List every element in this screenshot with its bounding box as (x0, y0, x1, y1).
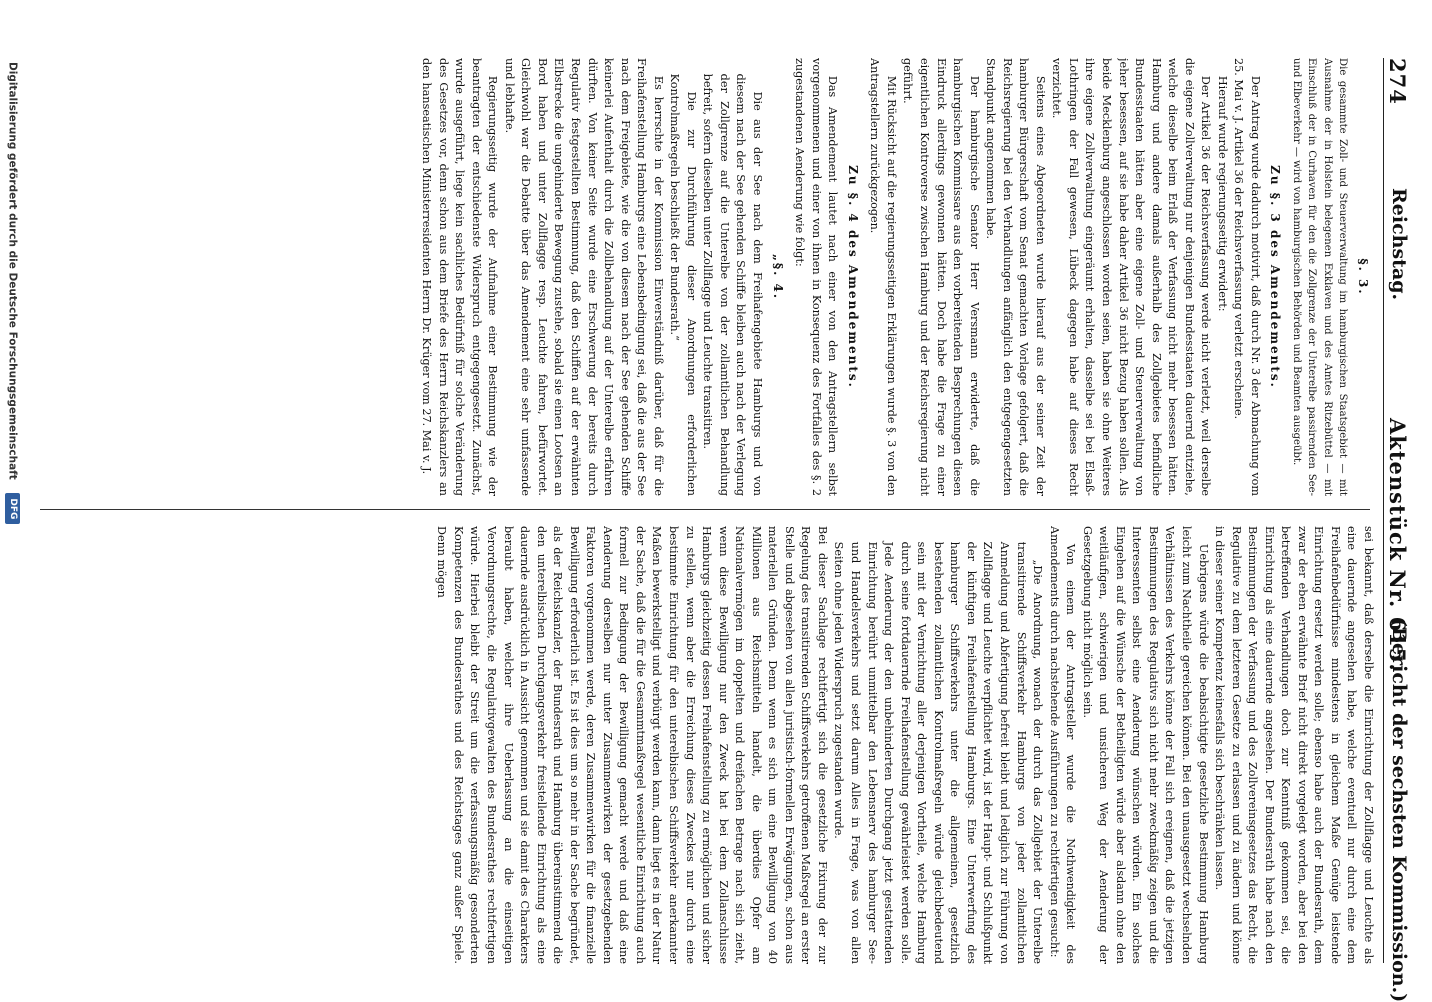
running-header (1383, 58, 1424, 1002)
paragraph: Die zur Durchführung dieser Anordnungen erforderlichen Kontrolmaßregeln beschließt der Bundesrath.“ (668, 73, 698, 496)
section-heading: Zu §. 3 des Amendements. (1268, 165, 1283, 389)
paragraph: Bei dieser Sachlage rechtfertigt sich die gesetzliche Fixirung der zur Regelung des transitirenden Schiffsverkehrs getroffenen Maßregel an erster Stelle und abgesehen von allen juristisch-formellen Erwägungen, schon aus materiellen Gründen. Denn wenn es sich um eine Bewilligung von 40 Millionen aus Reichsmitteln handelt, die überdies Opfer am Nationalvermögen im doppelten und dreifachen Betrage nach sich zieht, wenn diese Bewilligung nur den Zweck hat bei dem Zollanschlusse Hamburgs gleichzeitig dessen Freihafenstellung zu ermöglichen und sicher zu stellen, wenn aber die Erreichung dieses Zweckes nur durch eine bestimmte Einrichtung für den unterelbischen Schiffsverkehr anerkannter Maßen bewerkstelligt und verbürgt werden kann, dann liegt es in der Natur der Sache, daß die für die Gesammtmaßregel wesentliche Einrichtung auch formell zur Bedingung der Bewilligung gemacht werde und daß eine Aenderung derselben nur unter Zusammenwirken der gesetzgebenden Faktoren vorgenommen werde, deren Zusammenwirken für die finanzielle Bewilligung erforderlich ist. Es ist dies um so mehr in der Sache begründet, als der Reichskanzler, der Bundesrath und Hamburg übereinstimmend die den unterelbischen Durchgangsverkehr freistellende Einrichtung als eine dauernde ausdrücklich in Aussicht genommen und sie damit des Charakters beraubt haben, welcher ihre Ueberlassung an die einseitigen Verordnungsrechte, die Regulativgewalten des Bundesrathes rechtfertigen würde. Hierbei bleibt der Streit um die verfassungsmäßig gesonderten Kompetenzen des Bundesrathes und des Reichstages ganz außer Spiele. Denn mögen (435, 526, 829, 964)
paragraph: Von einem der Antragsteller wurde die Nothwendigkeit des Amendements durch nachstehende Ausführungen zu rechtfertigen gesucht: (1047, 526, 1078, 964)
paragraph: „Die Anordnung, wonach der durch das Zollgebiet der Unterelbe transitirende Schiffsverkehr Hamburgs von jeder zollamtlichen Anmeldung und Abfertigung befreit bleibt und lediglich zur Führung von Zollflagge und Leuchte verpflichtet wird, ist der Haupt- und Schlußpunkt der künftigen Freihafenstellung Hamburgs. Eine Unterwerfung des hamburger Schiffsverkehrs unter die allgemeinen, gesetzlich bestehenden zollamtlichen Kontrolmaßregeln würde gleichbedeutend sein mit der Vernichtung aller derjenigen Vortheile, welche Hamburg durch seine fortdauernde Freihafenstellung gewährleistet werden solle. Jede Aenderung der den unbehinderten Durchgang jetzt gestattenden Einrichtung berührt unmittelbar den Lebensnerv des hamburger See- und Handelsverkehrs und setzt darum Alles in Frage, was von allen Seiten ohne jeden Widerspruch zugestanden wurde. (832, 541, 1045, 964)
running-head-right: (Bericht der sechsten Kommission.) (1388, 618, 1410, 1002)
section-heading: §. 3. (1356, 258, 1370, 296)
paragraph: Hierauf wurde regierungsseitig erwidert: (1215, 75, 1229, 312)
paragraph: Mit Rücksicht auf die regierungsseitigen Erklärungen wurde §. 3 von den Antragstellern zurückgezogen. (868, 58, 898, 496)
credit-text: Digitalisierung gefördert durch die Deutsche Forschungsgemeinschaft (6, 62, 19, 480)
paragraph: sei bekannt, daß derselbe die Einrichtung der Zollflagge und Leuchte als eine dauernde angesehen habe, welche eventuell nur durch eine dem Freihafenbedürfnisse mindestens in gleichem Maße Genüge leistende Einrichtung ersetzt werden solle; ebenso habe auch der Bundesrath, dem zwar der eben erwähnte Brief nicht direkt vorgelegt worden, aber bei den betreffenden Verhandlungen doch zur Kenntniß gekommen sei, die Einrichtung als eine dauernde angesehen. Der Bundesrath habe nach den Bestimmungen der Verfassung und des Zollvereinsgesetzes das Recht, die Regulative zu dem letzteren Gesetze zu erlassen und zu ändern und könne in dieser seiner Kompetenz keinesfalls sich beschränken lassen. (1213, 526, 1375, 964)
paragraph: Regierungsseitig wurde der Aufnahme einer Bestimmung wie der beantragten der entschiedenste Widerspruch entgegengesetzt. Zunächst, wurde ausgeführt, liege kein sachliches Bedürfniß für solche Veränderung des Gesetzes vor, denn schon aus dem Briefe des Herrn Reichskanzlers an den hanseatischen Ministerresidenten Herrn Dr. Krüger vom 27. Mai v. J. (420, 58, 500, 496)
digitization-credit (4, 62, 20, 962)
paragraph: Seitens eines Abgeordneten wurde hierauf aus der seiner Zeit der hamburger Bürgerschaft vom Senat gemachten Vorlage gefolgert, daß die Reichsregierung bei den Verhandlungen anfänglich den entgegengesetzten Standpunkt angenommen habe. (984, 58, 1047, 496)
paragraph: Die aus der See nach dem Freihafengebiete Hamburgs und von diesem nach der See gehenden Schiffe bleiben auch nach der Verlegung der Zollgrenze auf die Unterelbe von der zollamtlichen Behandlung befreit, sofern dieselben unter Zollflagge und Leuchte transitiren. (701, 73, 765, 496)
paragraph: Der hamburgische Senator Herr Versmann erwiderte, daß die hamburgischen Kommissare aus den vorbereitenden Besprechungen diesen Eindruck allerdings gewonnen hätten. Doch habe die Frage zu einer eigentlichen Kontroverse zwischen Hamburg und der Reichsregierung nicht geführt. (901, 58, 981, 496)
paragraph: Der Artikel 36 der Reichsverfassung werde nicht verletzt, weil derselbe die eigene Zollverwaltung nur denjenigen Bundesstaaten dauernd entziehe, welche dieselbe beim Erlaß der Verfassung nicht mehr besessen hätten. Hamburg und andere damals außerhalb des Zollgebietes befindliche Bundesstaaten hätten aber eine eigene Zoll- und Steuerverwaltung von jeher besessen, auf sie habe daher Artikel 36 nicht Bezug haben sollen. Als beide Mecklenburg angeschlossen worden seien, haben sie ohne Weiteres ihre eigene Zollverwaltung eingeräumt erhalten, dasselbe sei bei Elsaß-Lothringen der Fall gewesen, Lübeck dagegen habe auf dieses Recht verzichtet. (1050, 58, 1213, 496)
running-head-left: Reichstag. (1388, 188, 1410, 301)
text-column-right (26, 526, 1376, 964)
paragraph: Die gesammte Zoll- und Steuerverwaltung im hamburgischen Staatsgebiet — mit Ausnahme der in Holstein belegenen Exklaven und des Amtes Ritzebüttel — mit Einschluß der in Curhaven für den die Zollgrenze der Unterelbe passirenden See- und Elbeverkehr — wird von hamburgischen Behörden und Beamten ausgeübt. (1290, 58, 1349, 496)
text-column-left (26, 58, 1376, 496)
paragraph: Das Amendement lautet nach einer von den Antragstellern selbst vorgenommenen und einer von ihnen in Konsequenz des Fortfalles des §. 2 zugestandenen Aenderung wie folgt: (793, 58, 840, 496)
section-heading: Zu §. 4 des Amendements. (845, 165, 860, 389)
paragraph: Uebrigens würde die beabsichtigte gesetzliche Bestimmung Hamburg leicht zum Nachtheile gereichen können. Bei den unausgesetzt wechselnden Verhältnissen des Verkehrs könne der Fall sich ereignen, daß die jetzigen Bestimmungen des Regulativs sich nicht mehr zweckmäßig zeigen und die Interessenten selbst eine Aenderung wünschen würden. Ein solches Eingehen auf die Wünsche der Betheiligten würde aber alsdann ohne den weitläufigen, schwierigen und unsicheren Weg der Aenderung der Gesetzgebung nicht möglich sein. (1080, 526, 1210, 964)
running-head-center: Aktenstück Nr. 615. (1385, 418, 1410, 672)
page-number: 274 (1385, 58, 1410, 105)
dfg-logo: DFG (5, 493, 20, 524)
paragraph: Es herrschte in der Kommission Einverständniß darüber, daß für die Freihafenstellung Hamburgs eine Lebensbedingung sei, daß die aus der See nach dem Freigebiete, wie die von diesem nach der See gehenden Schiffe keinerlei Aufenthalt durch die Zollbehandlung auf der Unterelbe erfahren dürften. Von keiner Seite wurde eine Erschwerung der bereits durch Regulativ festgestellten Bestimmung, daß den Schiffen auf der erwähnten Elbstrecke die ungehinderte Bewegung zustehe, sobald sie einen Lootsen an Bord haben und unter Zollflagge resp. Leuchte fahren, befürwortet. Gleichwohl war die Debatte über das Amendement eine sehr umfassende und lebhafte. (502, 58, 665, 496)
section-heading: „§. 4. (770, 253, 785, 301)
column-divider (40, 509, 1370, 510)
paragraph: Der Antrag wurde dadurch motivirt, daß durch Nr. 3 der Abmachung vom 25. Mai v. J. Artikel 36 der Reichsverfassung verletzt erscheine. (1232, 58, 1262, 496)
